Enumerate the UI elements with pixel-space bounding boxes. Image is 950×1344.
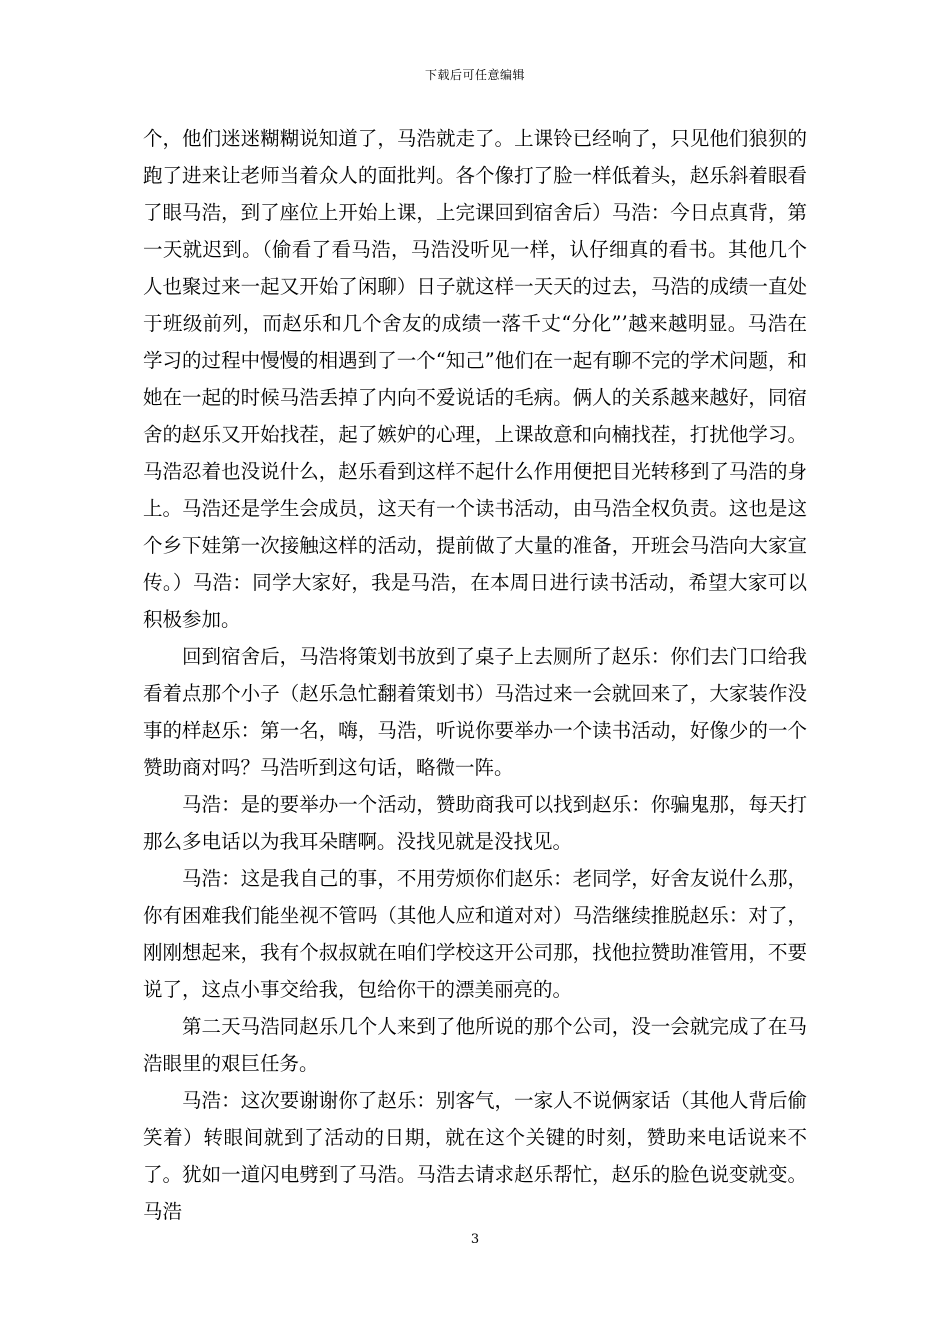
paragraph-2: 回到宿舍后，马浩将策划书放到了桌子上去厕所了赵乐：你们去门口给我看着点那个小子（赵乐急忙翻着策划书）马浩过来一会就回来了，大家装作没事的样赵乐：第一名，嗨，马浩，听说你要举办一个读书活动，好像少的一个赞助商对吗？马浩听到这句话，略微一阵。 — [143, 645, 807, 779]
document-body — [143, 120, 807, 1230]
paragraph-1: 个，他们迷迷糊糊说知道了，马浩就走了。上课铃已经响了，只见他们狼狈的跑了进来让老师当着众人的面批判。各个像打了脸一样低着头，赵乐斜着眼看了眼马浩，到了座位上开始上课，上完课回到宿舍后）马浩：今日点真背，第一天就迟到。（偷看了看马浩，马浩没听见一样，认仔细真的看书。其他几个人也聚过来一起又开始了闲聊）日子就这样一天天的过去，马浩的成绩一直处于班级前列，而赵乐和几个舍友的成绩一落千丈“分化”’越来越明显。马浩在学习的过程中慢慢的相遇到了一个“知己”他们在一起有聊不完的学术问题，和她在一起的时候马浩丢掉了内向不爱说话的毛病。俩人的关系越来越好，同宿舍的赵乐又开始找茬，起了嫉妒的心理，上课故意和向楠找茬，打扰他学习。马浩忍着也没说什么，赵乐看到这样不起什么作用便把目光转移到了马浩的身上。马浩还是学生会成员，这天有一个读书活动，由马浩全权负责。这也是这个乡下娃第一次接触这样的活动，提前做了大量的准备，开班会马浩向大家宣传。）马浩：同学大家好，我是马浩，在本周日进行读书活动，希望大家可以积极参加。 — [143, 127, 807, 631]
paragraph-3: 马浩：是的要举办一个活动，赞助商我可以找到赵乐：你骗鬼那，每天打那么多电话以为我耳朵瞎啊。没找见就是没找见。 — [143, 793, 807, 853]
paragraph-5: 第二天马浩同赵乐几个人来到了他所说的那个公司，没一会就完成了在马浩眼里的艰巨任务。 — [143, 1015, 807, 1075]
paragraph-4: 马浩：这是我自己的事，不用劳烦你们赵乐：老同学，好舍友说什么那，你有困难我们能坐视不管吗（其他人应和道对对）马浩继续推脱赵乐：对了，刚刚想起来，我有个叔叔就在咱们学校这开公司那，找他拉赞助准管用，不要说了，这点小事交给我，包给你干的漂美丽亮的。 — [143, 867, 807, 1001]
paragraph-6: 马浩：这次要谢谢你了赵乐：别客气，一家人不说俩家话（其他人背后偷笑着）转眼间就到了活动的日期，就在这个关键的时刻，赞助来电话说来不了。犹如一道闪电劈到了马浩。马浩去请求赵乐帮忙，赵乐的脸色说变就变。马浩 — [143, 1089, 807, 1223]
page-header: 下载后可任意编辑 — [424, 68, 525, 82]
page-number: 3 — [470, 1232, 480, 1247]
